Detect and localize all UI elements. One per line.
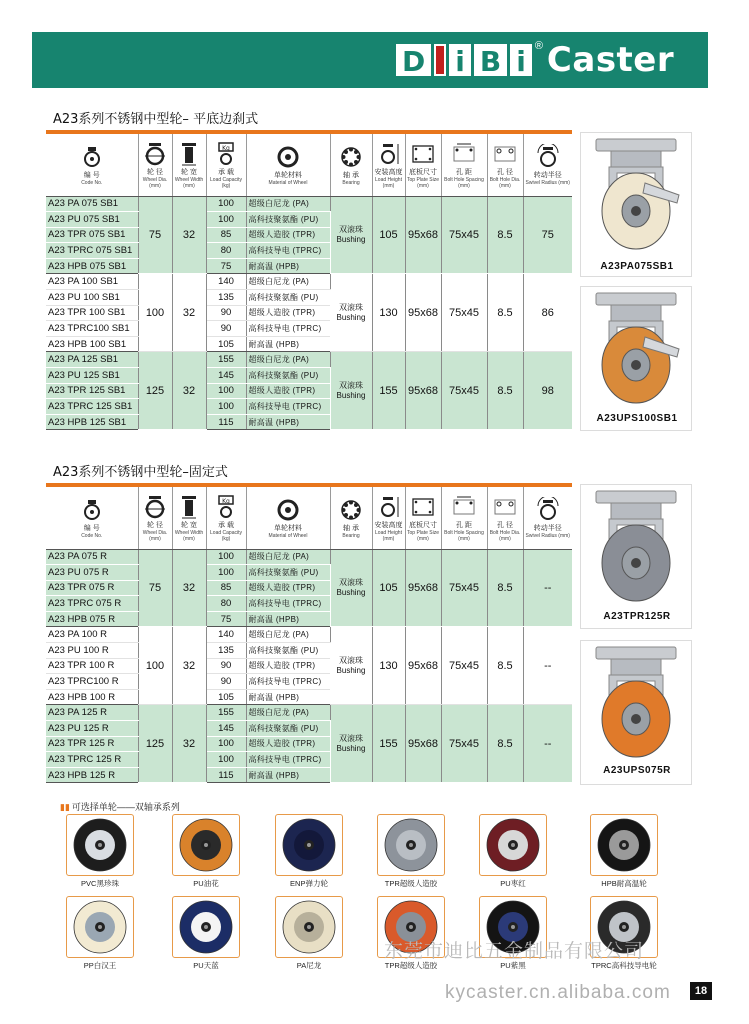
- column-header-en: Load Capacity (kg): [210, 529, 242, 542]
- column-header-en: Top Plate Size (mm): [407, 529, 439, 542]
- material-cell: 高科技聚氨酯 (PU): [246, 290, 330, 306]
- wheel-swatch: [590, 814, 658, 876]
- caster-image: [581, 287, 691, 417]
- load-cell: 80: [206, 243, 246, 259]
- material-cell: 高科技导电 (TPRC): [246, 596, 330, 612]
- load-cell: 100: [206, 399, 246, 415]
- wheel-dia-cell: 100: [138, 627, 172, 705]
- column-header-en: Wheel Width (mm): [174, 529, 204, 542]
- photo-caption: A23PA075SB1: [600, 261, 674, 272]
- material-cell: 高科技聚氨酯 (PU): [246, 565, 330, 581]
- material-cell: 高科技聚氨酯 (PU): [246, 721, 330, 737]
- logo-letter: B: [474, 44, 507, 76]
- options-title: [60, 800, 180, 813]
- logo-letter: i: [510, 44, 532, 76]
- material-cell: 超级人造胶 (TPR): [246, 305, 330, 321]
- hole-spacing-cell: 75x45: [441, 549, 487, 627]
- wheel-diameter-icon: [142, 141, 168, 167]
- bullet-icon: ▮▮: [60, 802, 70, 812]
- code-cell: A23 PA 075 SB1: [46, 196, 138, 212]
- wheel-dia-cell: 125: [138, 352, 172, 430]
- material-cell: 耐高温 (HPB): [246, 414, 330, 430]
- load-height-icon: [376, 141, 402, 167]
- code-cell: A23 PU 100 SB1: [46, 290, 138, 306]
- product-photo: [580, 640, 692, 785]
- column-header-en: Load Capacity (kg): [210, 176, 242, 189]
- load-cell: 155: [206, 705, 246, 721]
- column-header-cn: 底板尺寸: [409, 168, 437, 176]
- wheel-dia-cell: 75: [138, 196, 172, 274]
- load-cell: 90: [206, 321, 246, 337]
- hole-diameter-icon: [492, 141, 518, 167]
- table-row: [46, 549, 572, 565]
- load-cell: 100: [206, 565, 246, 581]
- material-cell: 高科技导电 (TPRC): [246, 399, 330, 415]
- wheel-option: [170, 814, 242, 889]
- material-cell: 高科技导电 (TPRC): [246, 752, 330, 768]
- column-header: [405, 134, 441, 196]
- column-header: [487, 487, 523, 549]
- load-cell: 105: [206, 689, 246, 705]
- column-header-cn: 单轮材料: [274, 171, 302, 179]
- logo-letter: i: [449, 44, 471, 76]
- wheel-swatch: [172, 814, 240, 876]
- wheel-label: PU油花: [193, 879, 219, 888]
- top-plate-icon: [410, 494, 436, 520]
- column-header: [330, 134, 372, 196]
- caster-image: [581, 133, 691, 263]
- swivel-radius-cell: --: [523, 627, 572, 705]
- wheel-swatch: [66, 814, 134, 876]
- wheel-option: [273, 896, 345, 971]
- load-cell: 105: [206, 336, 246, 352]
- column-header-en: Swivel Radius (mm): [525, 532, 570, 539]
- material-cell: 超级白尼龙 (PA): [246, 274, 330, 290]
- column-header-cn: 安装高度: [374, 521, 403, 529]
- column-header-cn: 承 载: [218, 168, 234, 176]
- hole-spacing-icon: [451, 494, 477, 520]
- load-height-cell: 130: [372, 627, 405, 705]
- wheel-width-cell: 32: [172, 274, 206, 352]
- material-cell: 高科技导电 (TPRC): [246, 243, 330, 259]
- brand-logo: [396, 40, 674, 80]
- hole-spacing-cell: 75x45: [441, 352, 487, 430]
- code-cell: A23 TPRC 075 SB1: [46, 243, 138, 259]
- wheel-width-cell: 32: [172, 705, 206, 783]
- swivel-radius-cell: 98: [523, 352, 572, 430]
- bearing-cell: 双滚珠 Bushing: [330, 196, 372, 274]
- load-cell: 90: [206, 305, 246, 321]
- load-cell: 115: [206, 767, 246, 783]
- photo-caption: A23UPS100SB1: [596, 413, 678, 424]
- swivel-radius-icon: [535, 497, 561, 523]
- material-cell: 高科技聚氨酯 (PU): [246, 212, 330, 228]
- column-header-cn: 编 号: [83, 171, 100, 179]
- load-cell: 75: [206, 258, 246, 274]
- column-header: [405, 487, 441, 549]
- column-header: [206, 134, 246, 196]
- code-cell: A23 PU 100 R: [46, 643, 138, 659]
- material-cell: 耐高温 (HPB): [246, 336, 330, 352]
- code-cell: A23 HPB 075 R: [46, 611, 138, 627]
- wheel-swatch: [479, 814, 547, 876]
- hole-dia-cell: 8.5: [487, 627, 523, 705]
- wheel-diameter-icon: [142, 494, 168, 520]
- column-header: [46, 487, 138, 549]
- table-row: [46, 274, 572, 290]
- code-cell: A23 HPB 100 R: [46, 689, 138, 705]
- bearing-cell: 双滚珠 Bushing: [330, 549, 372, 627]
- column-header: [138, 134, 172, 196]
- dibi-logo: [396, 42, 535, 78]
- column-header: [523, 487, 572, 549]
- wheel-width-icon: [176, 141, 202, 167]
- column-header-cn: 安装高度: [374, 168, 403, 176]
- wheel-material-icon: [275, 497, 301, 523]
- top-plate-icon: [410, 141, 436, 167]
- wheel-swatch: [377, 814, 445, 876]
- column-header-en: Material of Wheel: [268, 179, 308, 186]
- material-cell: 耐高温 (HPB): [246, 689, 330, 705]
- load-cell: 100: [206, 736, 246, 752]
- photo-caption: A23UPS075R: [603, 765, 671, 776]
- material-cell: 耐高温 (HPB): [246, 611, 330, 627]
- load-cell: 80: [206, 596, 246, 612]
- wheel-dia-cell: 125: [138, 705, 172, 783]
- column-header-en: Wheel Dia. (mm): [142, 176, 168, 189]
- code-cell: A23 TPRC100 SB1: [46, 321, 138, 337]
- swivel-radius-icon: [535, 144, 561, 170]
- code-cell: A23 TPRC100 R: [46, 674, 138, 690]
- column-header: [246, 487, 330, 549]
- load-cell: 140: [206, 627, 246, 643]
- bearing-cell: 双滚珠 Bushing: [330, 705, 372, 783]
- table-row: [46, 196, 572, 212]
- column-header-cn: 孔 距: [456, 168, 472, 176]
- wheel-label: PU枣红: [500, 879, 526, 888]
- material-cell: 超级白尼龙 (PA): [246, 627, 330, 643]
- column-header-en: Top Plate Size (mm): [407, 176, 439, 189]
- load-cell: 75: [206, 611, 246, 627]
- wheel-label: PP白汉王: [83, 961, 117, 970]
- hole-spacing-cell: 75x45: [441, 705, 487, 783]
- load-height-cell: 105: [372, 549, 405, 627]
- load-cell: 140: [206, 274, 246, 290]
- wheel-dia-cell: 100: [138, 274, 172, 352]
- column-header: [206, 487, 246, 549]
- page-number: 18: [690, 982, 712, 1000]
- column-header-en: Code No.: [81, 179, 103, 186]
- hole-dia-cell: 8.5: [487, 549, 523, 627]
- material-cell: 超级人造胶 (TPR): [246, 736, 330, 752]
- load-height-cell: 155: [372, 352, 405, 430]
- spec-table-rigid: [46, 487, 572, 783]
- plate-size-cell: 95x68: [405, 352, 441, 430]
- column-header-en: Bearing: [342, 532, 360, 539]
- wheel-material-icon: [275, 144, 301, 170]
- plate-size-cell: 95x68: [405, 549, 441, 627]
- column-header-en: Bolt Hole Spacing (mm): [444, 529, 484, 542]
- wheel-option: [375, 814, 447, 889]
- wheel-option: [477, 814, 549, 889]
- load-cell: 145: [206, 721, 246, 737]
- column-header-cn: 轮 宽: [181, 168, 197, 176]
- bearing-cell: 双滚珠 Bushing: [330, 352, 372, 430]
- material-cell: 超级人造胶 (TPR): [246, 227, 330, 243]
- load-cell: 135: [206, 290, 246, 306]
- load-cell: 100: [206, 212, 246, 228]
- column-header-cn: 单轮材料: [274, 524, 302, 532]
- code-cell: A23 HPB 075 SB1: [46, 258, 138, 274]
- code-cell: A23 PA 125 R: [46, 705, 138, 721]
- swivel-radius-cell: --: [523, 705, 572, 783]
- load-cell: 85: [206, 580, 246, 596]
- caster-code-icon: [79, 497, 105, 523]
- load-cell: 100: [206, 549, 246, 565]
- column-header-en: Swivel Radius (mm): [525, 179, 570, 186]
- hole-spacing-cell: 75x45: [441, 627, 487, 705]
- wheel-swatch: [275, 896, 343, 958]
- options-title-text: 可选择单轮——双轴承系列: [71, 802, 180, 812]
- wheel-dia-cell: 75: [138, 549, 172, 627]
- code-cell: A23 PU 075 R: [46, 565, 138, 581]
- footer-company: 东莞市迪比五金制品有限公司: [384, 941, 645, 962]
- column-header-en: Bolt Hole Spacing (mm): [444, 176, 484, 189]
- hole-dia-cell: 8.5: [487, 196, 523, 274]
- plate-size-cell: 95x68: [405, 274, 441, 352]
- column-header-cn: 轮 径: [147, 168, 163, 176]
- material-cell: 超级人造胶 (TPR): [246, 383, 330, 399]
- load-height-cell: 155: [372, 705, 405, 783]
- column-header: [372, 134, 405, 196]
- column-header-en: Wheel Dia. (mm): [142, 529, 168, 542]
- wheel-label: PA尼龙: [296, 961, 322, 970]
- load-height-cell: 130: [372, 274, 405, 352]
- hole-spacing-icon: [451, 141, 477, 167]
- column-header-en: Material of Wheel: [268, 532, 308, 539]
- load-height-icon: [376, 494, 402, 520]
- material-cell: 超级白尼龙 (PA): [246, 705, 330, 721]
- material-cell: 超级人造胶 (TPR): [246, 580, 330, 596]
- bearing-icon: [338, 497, 364, 523]
- code-cell: A23 PA 100 R: [46, 627, 138, 643]
- column-header: [372, 487, 405, 549]
- column-header-cn: 转动半径: [533, 524, 562, 532]
- load-cell: 100: [206, 196, 246, 212]
- swivel-radius-cell: --: [523, 549, 572, 627]
- brand-word: Caster: [546, 40, 675, 80]
- code-cell: A23 HPB 125 R: [46, 767, 138, 783]
- bearing-cell: 双滚珠 Bushing: [330, 627, 372, 705]
- column-header-cn: 转动半径: [533, 171, 562, 179]
- code-cell: A23 TPR 075 SB1: [46, 227, 138, 243]
- column-header-en: Code No.: [81, 532, 103, 539]
- plate-size-cell: 95x68: [405, 627, 441, 705]
- wheel-width-cell: 32: [172, 627, 206, 705]
- wheel-label: PVC黑珍珠: [81, 879, 119, 888]
- load-capacity-icon: [213, 141, 239, 167]
- code-cell: A23 TPR 075 R: [46, 580, 138, 596]
- code-cell: A23 PU 125 SB1: [46, 368, 138, 384]
- wheel-label: PU天蓝: [193, 961, 219, 970]
- wheel-width-cell: 32: [172, 352, 206, 430]
- product-photo: [580, 484, 692, 629]
- column-header-cn: 轴 承: [343, 524, 359, 532]
- load-height-cell: 105: [372, 196, 405, 274]
- column-header: [441, 134, 487, 196]
- wheel-option: [170, 896, 242, 971]
- material-cell: 耐高温 (HPB): [246, 767, 330, 783]
- material-cell: 耐高温 (HPB): [246, 258, 330, 274]
- column-header: [330, 487, 372, 549]
- load-cell: 90: [206, 674, 246, 690]
- code-cell: A23 PA 100 SB1: [46, 274, 138, 290]
- table-row: [46, 627, 572, 643]
- caster-image: [581, 485, 691, 615]
- plate-size-cell: 95x68: [405, 705, 441, 783]
- load-capacity-icon: [213, 494, 239, 520]
- wheel-label: PU紫黑: [500, 961, 526, 970]
- column-header-en: Bolt Hole Dia. (mm): [489, 529, 521, 542]
- plate-size-cell: 95x68: [405, 196, 441, 274]
- bearing-icon: [338, 144, 364, 170]
- code-cell: A23 TPR 100 R: [46, 658, 138, 674]
- code-cell: A23 TPR 100 SB1: [46, 305, 138, 321]
- wheel-option: [273, 814, 345, 889]
- wheel-label: TPR超级人造胶: [384, 879, 438, 888]
- column-header-en: Load Height (mm): [375, 529, 402, 542]
- column-header-cn: 孔 距: [456, 521, 472, 529]
- column-header-cn: 轮 径: [147, 521, 163, 529]
- caster-code-icon: [79, 144, 105, 170]
- load-cell: 85: [206, 227, 246, 243]
- wheel-label: HPB耐高温轮: [601, 879, 647, 888]
- column-header: [172, 134, 206, 196]
- logo-accent: [434, 44, 446, 76]
- photo-caption: A23TPR125R: [603, 611, 671, 622]
- column-header: [246, 134, 330, 196]
- code-cell: A23 PU 075 SB1: [46, 212, 138, 228]
- column-header-en: Bolt Hole Dia. (mm): [489, 176, 521, 189]
- material-cell: 高科技聚氨酯 (PU): [246, 643, 330, 659]
- wheel-width-cell: 32: [172, 196, 206, 274]
- column-header-en: Wheel Width (mm): [174, 176, 204, 189]
- caster-image: [581, 641, 691, 771]
- registered-mark: ®: [534, 40, 543, 52]
- column-header: [172, 487, 206, 549]
- column-header: [46, 134, 138, 196]
- column-header-cn: 孔 径: [497, 168, 513, 176]
- material-cell: 超级白尼龙 (PA): [246, 196, 330, 212]
- wheel-label: TPRC高科技导电轮: [591, 961, 657, 970]
- column-header: [138, 487, 172, 549]
- load-cell: 115: [206, 414, 246, 430]
- section-title-brake: A23系列不锈钢中型轮– 平底边刹式: [53, 112, 259, 127]
- product-photo: [580, 132, 692, 277]
- load-cell: 145: [206, 368, 246, 384]
- product-photo: [580, 286, 692, 431]
- svg-text:Kg: Kg: [222, 144, 230, 152]
- code-cell: A23 TPR 125 SB1: [46, 383, 138, 399]
- column-header-en: Bearing: [342, 179, 360, 186]
- code-cell: A23 TPRC 075 R: [46, 596, 138, 612]
- code-cell: A23 PU 125 R: [46, 721, 138, 737]
- table-row: [46, 705, 572, 721]
- column-header-cn: 轮 宽: [181, 521, 197, 529]
- wheel-swatch: [172, 896, 240, 958]
- material-cell: 高科技导电 (TPRC): [246, 674, 330, 690]
- hole-spacing-cell: 75x45: [441, 274, 487, 352]
- load-cell: 100: [206, 383, 246, 399]
- column-header-cn: 孔 径: [497, 521, 513, 529]
- load-cell: 135: [206, 643, 246, 659]
- load-cell: 90: [206, 658, 246, 674]
- wheel-label: TPR超级人造胶: [384, 961, 438, 970]
- wheel-option: [64, 896, 136, 971]
- column-header-cn: 轴 承: [343, 171, 359, 179]
- wheel-label: ENP弹力轮: [290, 879, 328, 888]
- column-header: [523, 134, 572, 196]
- wheel-width-icon: [176, 494, 202, 520]
- hole-dia-cell: 8.5: [487, 274, 523, 352]
- hole-diameter-icon: [492, 494, 518, 520]
- bearing-cell: 双滚珠 Bushing: [330, 274, 372, 352]
- swivel-radius-cell: 75: [523, 196, 572, 274]
- column-header-en: Load Height (mm): [375, 176, 402, 189]
- logo-letter: D: [396, 44, 431, 76]
- table-row: [46, 352, 572, 368]
- column-header-cn: 承 载: [218, 521, 234, 529]
- column-header-cn: 编 号: [83, 524, 100, 532]
- code-cell: A23 TPRC 125 SB1: [46, 399, 138, 415]
- code-cell: A23 TPR 125 R: [46, 736, 138, 752]
- wheel-option: [64, 814, 136, 889]
- hole-dia-cell: 8.5: [487, 705, 523, 783]
- code-cell: A23 HPB 125 SB1: [46, 414, 138, 430]
- swivel-radius-cell: 86: [523, 274, 572, 352]
- section-title-rigid: A23系列不锈钢中型轮–固定式: [53, 465, 228, 480]
- spec-table-brake: [46, 134, 572, 430]
- hole-spacing-cell: 75x45: [441, 196, 487, 274]
- code-cell: A23 HPB 100 SB1: [46, 336, 138, 352]
- code-cell: A23 TPRC 125 R: [46, 752, 138, 768]
- wheel-swatch: [275, 814, 343, 876]
- code-cell: A23 PA 125 SB1: [46, 352, 138, 368]
- column-header: [441, 487, 487, 549]
- material-cell: 超级白尼龙 (PA): [246, 352, 330, 368]
- wheel-option: [588, 814, 660, 889]
- hole-dia-cell: 8.5: [487, 352, 523, 430]
- material-cell: 超级人造胶 (TPR): [246, 658, 330, 674]
- column-header-cn: 底板尺寸: [409, 521, 437, 529]
- material-cell: 高科技聚氨酯 (PU): [246, 368, 330, 384]
- footer-url: kycaster.cn.alibaba.com: [445, 982, 671, 1003]
- material-cell: 超级白尼龙 (PA): [246, 549, 330, 565]
- load-cell: 100: [206, 752, 246, 768]
- load-cell: 155: [206, 352, 246, 368]
- material-cell: 高科技导电 (TPRC): [246, 321, 330, 337]
- wheel-width-cell: 32: [172, 549, 206, 627]
- code-cell: A23 PA 075 R: [46, 549, 138, 565]
- column-header: [487, 134, 523, 196]
- wheel-swatch: [66, 896, 134, 958]
- svg-text:Kg: Kg: [222, 497, 230, 505]
